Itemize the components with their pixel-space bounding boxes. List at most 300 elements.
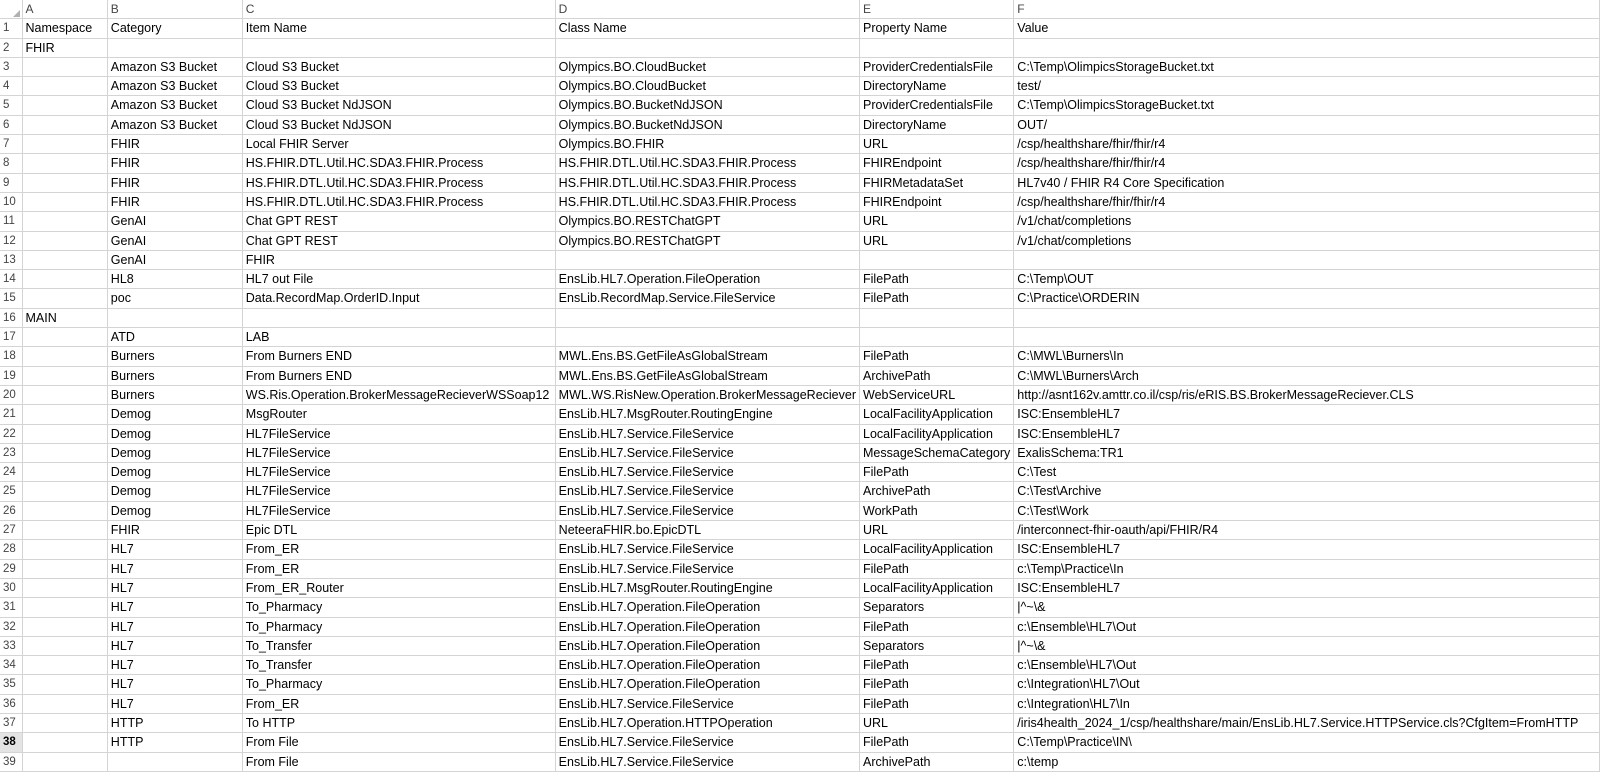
cell-e5[interactable]: ProviderCredentialsFile	[860, 96, 1014, 115]
cell-b32[interactable]: HL7	[107, 617, 242, 636]
cell-c8[interactable]: HS.FHIR.DTL.Util.HC.SDA3.FHIR.Process	[242, 154, 555, 173]
table-row[interactable]	[0, 424, 1600, 443]
cell-f21[interactable]: ISC:EnsembleHL7	[1014, 405, 1600, 424]
cell-a31[interactable]	[22, 598, 107, 617]
cell-f11[interactable]: /v1/chat/completions	[1014, 212, 1600, 231]
cell-c24[interactable]: HL7FileService	[242, 463, 555, 482]
table-row[interactable]	[0, 385, 1600, 404]
cell-b31[interactable]: HL7	[107, 598, 242, 617]
cell-c21[interactable]: MsgRouter	[242, 405, 555, 424]
cell-b25[interactable]: Demog	[107, 482, 242, 501]
column-header-c[interactable]: C	[242, 0, 555, 19]
cell-d30[interactable]: EnsLib.HL7.MsgRouter.RoutingEngine	[555, 578, 859, 597]
cell-a27[interactable]	[22, 521, 107, 540]
row-header[interactable]: 27	[0, 521, 22, 540]
table-row[interactable]	[0, 443, 1600, 462]
cell-b20[interactable]: Burners	[107, 385, 242, 404]
cell-d8[interactable]: HS.FHIR.DTL.Util.HC.SDA3.FHIR.Process	[555, 154, 859, 173]
row-header[interactable]: 7	[0, 135, 22, 154]
cell-f3[interactable]: C:\Temp\OlimpicsStorageBucket.txt	[1014, 57, 1600, 76]
cell-b34[interactable]: HL7	[107, 656, 242, 675]
cell-f25[interactable]: C:\Test\Archive	[1014, 482, 1600, 501]
cell-d11[interactable]: Olympics.BO.RESTChatGPT	[555, 212, 859, 231]
cell-c35[interactable]: To_Pharmacy	[242, 675, 555, 694]
cell-b33[interactable]: HL7	[107, 636, 242, 655]
cell-c14[interactable]: HL7 out File	[242, 270, 555, 289]
cell-d2[interactable]	[555, 38, 859, 57]
cell-a13[interactable]	[22, 250, 107, 269]
cell-f39[interactable]: c:\temp	[1014, 752, 1600, 771]
cell-d27[interactable]: NeteeraFHIR.bo.EpicDTL	[555, 521, 859, 540]
cell-c23[interactable]: HL7FileService	[242, 443, 555, 462]
table-row[interactable]	[0, 77, 1600, 96]
cell-b14[interactable]: HL8	[107, 270, 242, 289]
cell-a38[interactable]	[22, 733, 107, 752]
cell-f23[interactable]: ExalisSchema:TR1	[1014, 443, 1600, 462]
row-header[interactable]: 39	[0, 752, 22, 771]
table-row[interactable]	[0, 96, 1600, 115]
cell-b15[interactable]: poc	[107, 289, 242, 308]
row-header[interactable]: 6	[0, 115, 22, 134]
cell-d38[interactable]: EnsLib.HL7.Service.FileService	[555, 733, 859, 752]
cell-d24[interactable]: EnsLib.HL7.Service.FileService	[555, 463, 859, 482]
cell-b30[interactable]: HL7	[107, 578, 242, 597]
cell-a3[interactable]	[22, 57, 107, 76]
cell-f26[interactable]: C:\Test\Work	[1014, 501, 1600, 520]
cell-a34[interactable]	[22, 656, 107, 675]
cell-d31[interactable]: EnsLib.HL7.Operation.FileOperation	[555, 598, 859, 617]
cell-d7[interactable]: Olympics.BO.FHIR	[555, 135, 859, 154]
table-row[interactable]	[0, 289, 1600, 308]
cell-e31[interactable]: Separators	[860, 598, 1014, 617]
table-row[interactable]	[0, 521, 1600, 540]
cell-e37[interactable]: URL	[860, 713, 1014, 732]
cell-a10[interactable]	[22, 192, 107, 211]
cell-c38[interactable]: From File	[242, 733, 555, 752]
cell-e4[interactable]: DirectoryName	[860, 77, 1014, 96]
cell-e11[interactable]: URL	[860, 212, 1014, 231]
table-row[interactable]	[0, 656, 1600, 675]
row-header[interactable]: 23	[0, 443, 22, 462]
cell-a33[interactable]	[22, 636, 107, 655]
cell-b21[interactable]: Demog	[107, 405, 242, 424]
cell-e34[interactable]: FilePath	[860, 656, 1014, 675]
row-header[interactable]: 3	[0, 57, 22, 76]
cell-a32[interactable]	[22, 617, 107, 636]
cell-b4[interactable]: Amazon S3 Bucket	[107, 77, 242, 96]
cell-f18[interactable]: C:\MWL\Burners\In	[1014, 347, 1600, 366]
column-header-d[interactable]: D	[555, 0, 859, 19]
row-header[interactable]: 34	[0, 656, 22, 675]
table-row[interactable]	[0, 636, 1600, 655]
cell-b18[interactable]: Burners	[107, 347, 242, 366]
column-header-a[interactable]: A	[22, 0, 107, 19]
cell-e2[interactable]	[860, 38, 1014, 57]
cell-d29[interactable]: EnsLib.HL7.Service.FileService	[555, 559, 859, 578]
select-all-triangle-icon[interactable]	[0, 0, 22, 19]
column-header-b[interactable]: B	[107, 0, 242, 19]
table-row[interactable]	[0, 366, 1600, 385]
cell-e38[interactable]: FilePath	[860, 733, 1014, 752]
cell-d17[interactable]	[555, 328, 859, 347]
cell-e15[interactable]: FilePath	[860, 289, 1014, 308]
cell-a5[interactable]	[22, 96, 107, 115]
cell-f5[interactable]: C:\Temp\OlimpicsStorageBucket.txt	[1014, 96, 1600, 115]
cell-e29[interactable]: FilePath	[860, 559, 1014, 578]
header-cell[interactable]: Category	[107, 19, 242, 38]
cell-a9[interactable]	[22, 173, 107, 192]
table-row[interactable]	[0, 212, 1600, 231]
header-cell[interactable]: Item Name	[242, 19, 555, 38]
cell-e32[interactable]: FilePath	[860, 617, 1014, 636]
cell-c26[interactable]: HL7FileService	[242, 501, 555, 520]
cell-a37[interactable]	[22, 713, 107, 732]
cell-e13[interactable]	[860, 250, 1014, 269]
cell-b39[interactable]	[107, 752, 242, 771]
cell-f8[interactable]: /csp/healthshare/fhir/fhir/r4	[1014, 154, 1600, 173]
cell-f16[interactable]	[1014, 308, 1600, 327]
cell-d14[interactable]: EnsLib.HL7.Operation.FileOperation	[555, 270, 859, 289]
cell-c31[interactable]: To_Pharmacy	[242, 598, 555, 617]
cell-d21[interactable]: EnsLib.HL7.MsgRouter.RoutingEngine	[555, 405, 859, 424]
cell-f33[interactable]: |^~\&	[1014, 636, 1600, 655]
header-cell[interactable]: Namespace	[22, 19, 107, 38]
cell-c34[interactable]: To_Transfer	[242, 656, 555, 675]
cell-b12[interactable]: GenAI	[107, 231, 242, 250]
row-header[interactable]: 18	[0, 347, 22, 366]
cell-a36[interactable]	[22, 694, 107, 713]
table-row[interactable]	[0, 250, 1600, 269]
cell-a39[interactable]	[22, 752, 107, 771]
cell-b5[interactable]: Amazon S3 Bucket	[107, 96, 242, 115]
cell-b26[interactable]: Demog	[107, 501, 242, 520]
cell-c28[interactable]: From_ER	[242, 540, 555, 559]
cell-c19[interactable]: From Burners END	[242, 366, 555, 385]
cell-c12[interactable]: Chat GPT REST	[242, 231, 555, 250]
cell-e3[interactable]: ProviderCredentialsFile	[860, 57, 1014, 76]
cell-e39[interactable]: ArchivePath	[860, 752, 1014, 771]
cell-e14[interactable]: FilePath	[860, 270, 1014, 289]
cell-a35[interactable]	[22, 675, 107, 694]
cell-c5[interactable]: Cloud S3 Bucket NdJSON	[242, 96, 555, 115]
cell-b35[interactable]: HL7	[107, 675, 242, 694]
cell-b3[interactable]: Amazon S3 Bucket	[107, 57, 242, 76]
cell-f28[interactable]: ISC:EnsembleHL7	[1014, 540, 1600, 559]
cell-d13[interactable]	[555, 250, 859, 269]
cell-a21[interactable]	[22, 405, 107, 424]
table-row[interactable]	[0, 694, 1600, 713]
cell-f22[interactable]: ISC:EnsembleHL7	[1014, 424, 1600, 443]
cell-e24[interactable]: FilePath	[860, 463, 1014, 482]
cell-c30[interactable]: From_ER_Router	[242, 578, 555, 597]
cell-a17[interactable]	[22, 328, 107, 347]
cell-c37[interactable]: To HTTP	[242, 713, 555, 732]
cell-f38[interactable]: C:\Temp\Practice\IN\	[1014, 733, 1600, 752]
row-header[interactable]: 5	[0, 96, 22, 115]
cell-f9[interactable]: HL7v40 / FHIR R4 Core Specification	[1014, 173, 1600, 192]
cell-c25[interactable]: HL7FileService	[242, 482, 555, 501]
cell-d16[interactable]	[555, 308, 859, 327]
cell-e36[interactable]: FilePath	[860, 694, 1014, 713]
cell-c16[interactable]	[242, 308, 555, 327]
cell-a19[interactable]	[22, 366, 107, 385]
cell-a14[interactable]	[22, 270, 107, 289]
cell-f20[interactable]: http://asnt162v.amttr.co.il/csp/ris/eRIS.BS.BrokerMessageReciever.CLS	[1014, 385, 1600, 404]
table-row[interactable]	[0, 57, 1600, 76]
table-row[interactable]	[0, 308, 1600, 327]
cell-b29[interactable]: HL7	[107, 559, 242, 578]
cell-a23[interactable]	[22, 443, 107, 462]
row-header[interactable]: 37	[0, 713, 22, 732]
cell-c9[interactable]: HS.FHIR.DTL.Util.HC.SDA3.FHIR.Process	[242, 173, 555, 192]
cell-d4[interactable]: Olympics.BO.CloudBucket	[555, 77, 859, 96]
cell-a2[interactable]: FHIR	[22, 38, 107, 57]
column-header-e[interactable]: E	[860, 0, 1014, 19]
cell-a16[interactable]: MAIN	[22, 308, 107, 327]
cell-a28[interactable]	[22, 540, 107, 559]
cell-f30[interactable]: ISC:EnsembleHL7	[1014, 578, 1600, 597]
table-row[interactable]	[0, 192, 1600, 211]
cell-d25[interactable]: EnsLib.HL7.Service.FileService	[555, 482, 859, 501]
cell-e27[interactable]: URL	[860, 521, 1014, 540]
cell-c18[interactable]: From Burners END	[242, 347, 555, 366]
cell-c36[interactable]: From_ER	[242, 694, 555, 713]
cell-b27[interactable]: FHIR	[107, 521, 242, 540]
header-cell[interactable]: Value	[1014, 19, 1600, 38]
cell-f27[interactable]: /interconnect-fhir-oauth/api/FHIR/R4	[1014, 521, 1600, 540]
table-row[interactable]	[0, 540, 1600, 559]
cell-e19[interactable]: ArchivePath	[860, 366, 1014, 385]
cell-c4[interactable]: Cloud S3 Bucket	[242, 77, 555, 96]
cell-d23[interactable]: EnsLib.HL7.Service.FileService	[555, 443, 859, 462]
cell-a7[interactable]	[22, 135, 107, 154]
cell-e21[interactable]: LocalFacilityApplication	[860, 405, 1014, 424]
cell-d10[interactable]: HS.FHIR.DTL.Util.HC.SDA3.FHIR.Process	[555, 192, 859, 211]
cell-e23[interactable]: MessageSchemaCategory	[860, 443, 1014, 462]
cell-e30[interactable]: LocalFacilityApplication	[860, 578, 1014, 597]
row-header[interactable]: 2	[0, 38, 22, 57]
cell-f17[interactable]	[1014, 328, 1600, 347]
cell-f35[interactable]: c:\Integration\HL7\Out	[1014, 675, 1600, 694]
cell-e20[interactable]: WebServiceURL	[860, 385, 1014, 404]
cell-e35[interactable]: FilePath	[860, 675, 1014, 694]
cell-f4[interactable]: test/	[1014, 77, 1600, 96]
table-row[interactable]	[0, 328, 1600, 347]
cell-f10[interactable]: /csp/healthshare/fhir/fhir/r4	[1014, 192, 1600, 211]
cell-f29[interactable]: c:\Temp\Practice\In	[1014, 559, 1600, 578]
cell-c3[interactable]: Cloud S3 Bucket	[242, 57, 555, 76]
row-header[interactable]: 15	[0, 289, 22, 308]
row-header[interactable]: 28	[0, 540, 22, 559]
table-row[interactable]	[0, 19, 1600, 38]
cell-c13[interactable]: FHIR	[242, 250, 555, 269]
row-header[interactable]: 14	[0, 270, 22, 289]
row-header[interactable]: 35	[0, 675, 22, 694]
cell-d18[interactable]: MWL.Ens.BS.GetFileAsGlobalStream	[555, 347, 859, 366]
cell-c33[interactable]: To_Transfer	[242, 636, 555, 655]
table-row[interactable]	[0, 270, 1600, 289]
row-header[interactable]: 38	[0, 733, 22, 752]
cell-b13[interactable]: GenAI	[107, 250, 242, 269]
cell-c6[interactable]: Cloud S3 Bucket NdJSON	[242, 115, 555, 134]
cell-d35[interactable]: EnsLib.HL7.Operation.FileOperation	[555, 675, 859, 694]
cell-c7[interactable]: Local FHIR Server	[242, 135, 555, 154]
cell-e26[interactable]: WorkPath	[860, 501, 1014, 520]
cell-b23[interactable]: Demog	[107, 443, 242, 462]
cell-e16[interactable]	[860, 308, 1014, 327]
cell-a8[interactable]	[22, 154, 107, 173]
cell-b24[interactable]: Demog	[107, 463, 242, 482]
cell-b9[interactable]: FHIR	[107, 173, 242, 192]
cell-b36[interactable]: HL7	[107, 694, 242, 713]
row-header[interactable]: 26	[0, 501, 22, 520]
cell-f24[interactable]: C:\Test	[1014, 463, 1600, 482]
row-header[interactable]: 22	[0, 424, 22, 443]
row-header[interactable]: 33	[0, 636, 22, 655]
cell-c29[interactable]: From_ER	[242, 559, 555, 578]
row-header[interactable]: 36	[0, 694, 22, 713]
cell-f12[interactable]: /v1/chat/completions	[1014, 231, 1600, 250]
row-header[interactable]: 1	[0, 19, 22, 38]
row-header[interactable]: 9	[0, 173, 22, 192]
row-header[interactable]: 10	[0, 192, 22, 211]
cell-a22[interactable]	[22, 424, 107, 443]
row-header[interactable]: 20	[0, 385, 22, 404]
cell-a30[interactable]	[22, 578, 107, 597]
row-header[interactable]: 29	[0, 559, 22, 578]
table-row[interactable]	[0, 752, 1600, 771]
cell-e9[interactable]: FHIRMetadataSet	[860, 173, 1014, 192]
table-row[interactable]	[0, 733, 1600, 752]
cell-d12[interactable]: Olympics.BO.RESTChatGPT	[555, 231, 859, 250]
table-row[interactable]	[0, 154, 1600, 173]
cell-d6[interactable]: Olympics.BO.BucketNdJSON	[555, 115, 859, 134]
table-row[interactable]	[0, 617, 1600, 636]
header-cell[interactable]: Property Name	[860, 19, 1014, 38]
cell-c10[interactable]: HS.FHIR.DTL.Util.HC.SDA3.FHIR.Process	[242, 192, 555, 211]
table-row[interactable]	[0, 231, 1600, 250]
cell-f2[interactable]	[1014, 38, 1600, 57]
cell-a6[interactable]	[22, 115, 107, 134]
row-header[interactable]: 4	[0, 77, 22, 96]
cell-e10[interactable]: FHIREndpoint	[860, 192, 1014, 211]
table-row[interactable]	[0, 38, 1600, 57]
cell-f36[interactable]: c:\Integration\HL7\In	[1014, 694, 1600, 713]
cell-a4[interactable]	[22, 77, 107, 96]
cell-c27[interactable]: Epic DTL	[242, 521, 555, 540]
cell-b37[interactable]: HTTP	[107, 713, 242, 732]
cell-c11[interactable]: Chat GPT REST	[242, 212, 555, 231]
cell-b19[interactable]: Burners	[107, 366, 242, 385]
table-row[interactable]	[0, 482, 1600, 501]
cell-d20[interactable]: MWL.WS.RisNew.Operation.BrokerMessageReciever	[555, 385, 859, 404]
cell-f14[interactable]: C:\Temp\OUT	[1014, 270, 1600, 289]
cell-a20[interactable]	[22, 385, 107, 404]
cell-c32[interactable]: To_Pharmacy	[242, 617, 555, 636]
table-row[interactable]	[0, 135, 1600, 154]
cell-e25[interactable]: ArchivePath	[860, 482, 1014, 501]
cell-d3[interactable]: Olympics.BO.CloudBucket	[555, 57, 859, 76]
cell-d22[interactable]: EnsLib.HL7.Service.FileService	[555, 424, 859, 443]
cell-f37[interactable]: /iris4health_2024_1/csp/healthshare/main/EnsLib.HL7.Service.HTTPService.cls?CfgItem=FromHTTP	[1014, 713, 1600, 732]
cell-a15[interactable]	[22, 289, 107, 308]
cell-d39[interactable]: EnsLib.HL7.Service.FileService	[555, 752, 859, 771]
cell-c20[interactable]: WS.Ris.Operation.BrokerMessageRecieverWSSoap12	[242, 385, 555, 404]
cell-b8[interactable]: FHIR	[107, 154, 242, 173]
cell-b7[interactable]: FHIR	[107, 135, 242, 154]
cell-d9[interactable]: HS.FHIR.DTL.Util.HC.SDA3.FHIR.Process	[555, 173, 859, 192]
cell-d37[interactable]: EnsLib.HL7.Operation.HTTPOperation	[555, 713, 859, 732]
cell-c22[interactable]: HL7FileService	[242, 424, 555, 443]
cell-a26[interactable]	[22, 501, 107, 520]
table-row[interactable]	[0, 347, 1600, 366]
row-header[interactable]: 8	[0, 154, 22, 173]
cell-d33[interactable]: EnsLib.HL7.Operation.FileOperation	[555, 636, 859, 655]
cell-f15[interactable]: C:\Practice\ORDERIN	[1014, 289, 1600, 308]
cell-b17[interactable]: ATD	[107, 328, 242, 347]
table-row[interactable]	[0, 675, 1600, 694]
cell-a18[interactable]	[22, 347, 107, 366]
cell-e6[interactable]: DirectoryName	[860, 115, 1014, 134]
cell-b6[interactable]: Amazon S3 Bucket	[107, 115, 242, 134]
row-header[interactable]: 21	[0, 405, 22, 424]
cell-d5[interactable]: Olympics.BO.BucketNdJSON	[555, 96, 859, 115]
cell-d19[interactable]: MWL.Ens.BS.GetFileAsGlobalStream	[555, 366, 859, 385]
cell-d34[interactable]: EnsLib.HL7.Operation.FileOperation	[555, 656, 859, 675]
row-header[interactable]: 12	[0, 231, 22, 250]
cell-e8[interactable]: FHIREndpoint	[860, 154, 1014, 173]
table-row[interactable]	[0, 598, 1600, 617]
row-header[interactable]: 31	[0, 598, 22, 617]
row-header[interactable]: 19	[0, 366, 22, 385]
cell-c39[interactable]: From File	[242, 752, 555, 771]
table-row[interactable]	[0, 405, 1600, 424]
row-header[interactable]: 17	[0, 328, 22, 347]
row-header[interactable]: 11	[0, 212, 22, 231]
table-row[interactable]	[0, 713, 1600, 732]
cell-a24[interactable]	[22, 463, 107, 482]
cell-b38[interactable]: HTTP	[107, 733, 242, 752]
cell-b28[interactable]: HL7	[107, 540, 242, 559]
column-header-f[interactable]: F	[1014, 0, 1600, 19]
cell-e28[interactable]: LocalFacilityApplication	[860, 540, 1014, 559]
table-row[interactable]	[0, 559, 1600, 578]
table-row[interactable]	[0, 173, 1600, 192]
cell-d15[interactable]: EnsLib.RecordMap.Service.FileService	[555, 289, 859, 308]
header-cell[interactable]: Class Name	[555, 19, 859, 38]
cell-f32[interactable]: c:\Ensemble\HL7\Out	[1014, 617, 1600, 636]
cell-a25[interactable]	[22, 482, 107, 501]
cell-b16[interactable]	[107, 308, 242, 327]
cell-b22[interactable]: Demog	[107, 424, 242, 443]
cell-d26[interactable]: EnsLib.HL7.Service.FileService	[555, 501, 859, 520]
cell-d32[interactable]: EnsLib.HL7.Operation.FileOperation	[555, 617, 859, 636]
cell-e12[interactable]: URL	[860, 231, 1014, 250]
cell-f31[interactable]: |^~\&	[1014, 598, 1600, 617]
table-row[interactable]	[0, 463, 1600, 482]
cell-b10[interactable]: FHIR	[107, 192, 242, 211]
cell-e33[interactable]: Separators	[860, 636, 1014, 655]
cell-e17[interactable]	[860, 328, 1014, 347]
cell-f13[interactable]	[1014, 250, 1600, 269]
table-row[interactable]	[0, 578, 1600, 597]
cell-f7[interactable]: /csp/healthshare/fhir/fhir/r4	[1014, 135, 1600, 154]
table-row[interactable]	[0, 501, 1600, 520]
cell-d36[interactable]: EnsLib.HL7.Service.FileService	[555, 694, 859, 713]
cell-f19[interactable]: C:\MWL\Burners\Arch	[1014, 366, 1600, 385]
cell-d28[interactable]: EnsLib.HL7.Service.FileService	[555, 540, 859, 559]
cell-f34[interactable]: c:\Ensemble\HL7\Out	[1014, 656, 1600, 675]
